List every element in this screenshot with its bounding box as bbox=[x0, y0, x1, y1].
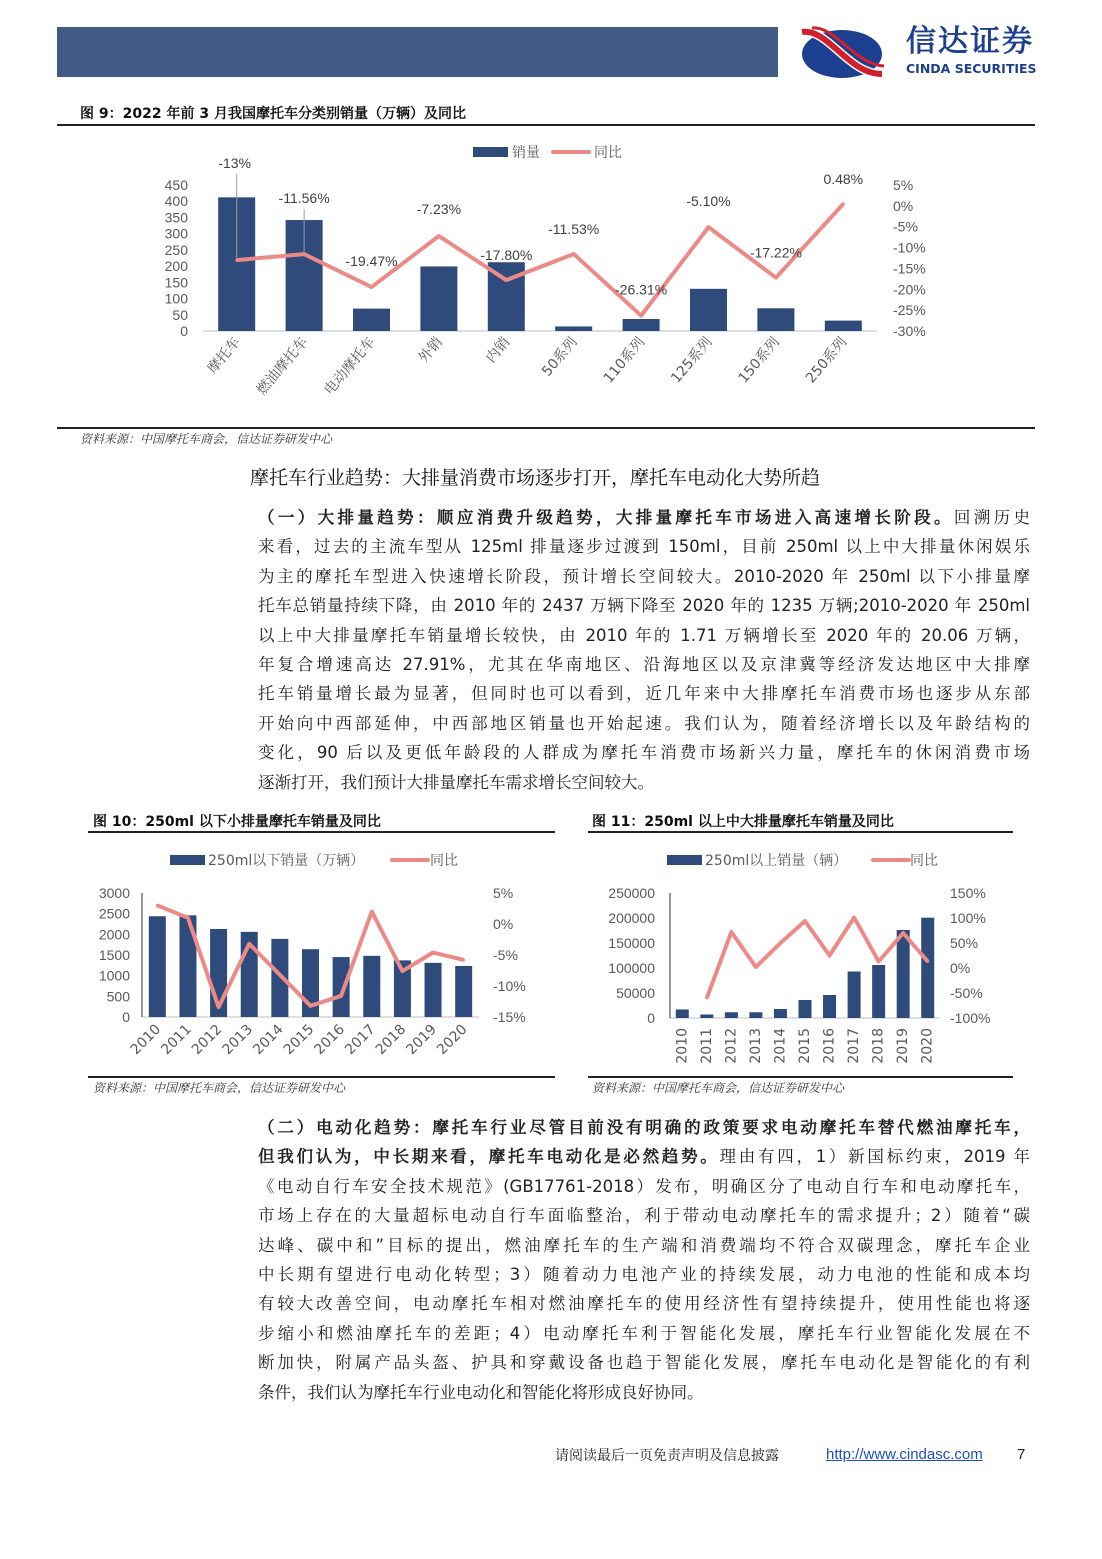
bar bbox=[333, 957, 350, 1017]
x-tick-label: 2014 bbox=[250, 1021, 287, 1059]
legend-label: 同比 bbox=[430, 853, 458, 869]
bar bbox=[757, 308, 794, 331]
y-tick-label: 3000 bbox=[98, 885, 130, 901]
y2-tick-label: -20% bbox=[893, 281, 926, 298]
yoy-point bbox=[217, 1006, 220, 1009]
x-tick-label: 2016 bbox=[311, 1021, 348, 1059]
bold-lead: （一）大排量趋势：顺应消费升级趋势，大排量摩托车市场进入高速增长阶段。 bbox=[258, 508, 954, 527]
y2-tick-label: -5% bbox=[893, 218, 918, 235]
yoy-point bbox=[842, 202, 845, 205]
logo-text-en: CINDA SECURITIES bbox=[906, 61, 1037, 76]
legend-label: 250ml以上销量（辆） bbox=[705, 853, 848, 869]
yoy-point bbox=[902, 932, 905, 935]
yoy-point bbox=[877, 960, 880, 963]
bar bbox=[774, 1009, 787, 1018]
body-text: 来看，过去的主流车型从 125ml 排量逐步过渡到 150ml，目前 250ml 以上中大排量休闲娱乐 bbox=[258, 537, 1030, 557]
yoy-point bbox=[774, 276, 777, 279]
y2-tick-label: -15% bbox=[893, 260, 926, 277]
y2-tick-label: 50% bbox=[950, 935, 979, 951]
yoy-point bbox=[309, 1004, 312, 1007]
yoy-point bbox=[156, 904, 159, 907]
section-heading: 摩托车行业趋势：大排量消费市场逐步打开，摩托车电动化大势所趋 bbox=[250, 467, 821, 489]
y-tick-label: 250 bbox=[164, 241, 188, 258]
y2-tick-label: 100% bbox=[950, 910, 986, 926]
yoy-point bbox=[707, 226, 710, 229]
body-text: 为主的摩托车型进入快速增长阶段，预计增长空间较大。2010-2020 年 250ml 以下小排量摩 bbox=[258, 566, 1030, 586]
page-number: 7 bbox=[1017, 1446, 1026, 1463]
y-tick-label: 450 bbox=[164, 177, 188, 193]
y2-tick-label: -5% bbox=[493, 947, 518, 963]
y-tick-label: 0 bbox=[180, 323, 188, 339]
yoy-point bbox=[730, 931, 733, 934]
legend-bar-swatch bbox=[667, 855, 702, 865]
data-label: -13% bbox=[218, 155, 252, 172]
figure-11-title: 图 11：250ml 以上中大排量摩托车销量及同比 bbox=[592, 814, 894, 830]
bold-lead: （二）电动化趋势：摩托车行业尽管目前没有明确的政策要求电动摩托车替代燃油摩托车， bbox=[258, 1118, 1030, 1137]
data-label: -17.80% bbox=[480, 247, 533, 264]
bar bbox=[555, 326, 592, 331]
yoy-point bbox=[705, 997, 708, 1000]
bar bbox=[799, 1000, 812, 1018]
bar bbox=[823, 995, 836, 1018]
y-tick-label: 100 bbox=[164, 290, 188, 307]
x-tick-label: 250系列 bbox=[802, 334, 851, 387]
y2-tick-label: 5% bbox=[893, 177, 914, 193]
body-text: 步缩小和燃油摩托车的差距；4）电动摩托车利于智能化发展，摩托车行业智能化发展在不 bbox=[258, 1323, 1030, 1343]
body-text: 有较大改善空间，电动摩托车相对燃油摩托车的使用经济性有望持续提升，使用性能也将逐 bbox=[258, 1294, 1030, 1314]
body-text: 达峰、碳中和”目标的提出，燃油摩托车的生产端和消费端均不符合双碳理念，摩托车企业 bbox=[258, 1235, 1030, 1255]
figure-10-source: 资料来源：中国摩托车商会，信达证券研发中心 bbox=[93, 1081, 346, 1095]
x-tick-label: 内销 bbox=[483, 334, 514, 367]
y-tick-label: 50 bbox=[172, 306, 188, 323]
x-tick-label: 110系列 bbox=[600, 334, 649, 387]
body-text: 回溯历史 bbox=[953, 508, 1030, 527]
y-tick-label: 50000 bbox=[616, 985, 655, 1001]
x-tick-label: 2017 bbox=[342, 1021, 379, 1059]
x-tick-label: 2012 bbox=[723, 1028, 740, 1064]
y-tick-label: 150000 bbox=[608, 935, 655, 951]
x-tick-label: 2010 bbox=[674, 1028, 691, 1064]
bar bbox=[149, 916, 166, 1017]
bar bbox=[623, 319, 660, 331]
bar bbox=[690, 289, 727, 331]
yoy-point bbox=[828, 954, 831, 957]
x-tick-label: 2015 bbox=[280, 1021, 318, 1059]
yoy-point bbox=[340, 994, 343, 997]
x-tick-label: 2018 bbox=[372, 1021, 410, 1059]
body-text: 理由有四，1）新国标约束，2019 年 bbox=[719, 1147, 1030, 1167]
y2-tick-label: 0% bbox=[493, 916, 514, 932]
y2-tick-label: -50% bbox=[950, 985, 983, 1001]
bar bbox=[872, 965, 885, 1018]
yoy-point bbox=[640, 314, 643, 317]
yoy-point bbox=[186, 916, 189, 919]
y2-tick-label: -10% bbox=[493, 978, 526, 994]
bar bbox=[455, 966, 472, 1017]
figure-9-title: 图 9：2022 年前 3 月我国摩托车分类别销量（万辆）及同比 bbox=[80, 106, 466, 122]
yoy-point bbox=[437, 235, 440, 238]
x-tick-label: 2011 bbox=[698, 1028, 715, 1064]
y-tick-label: 500 bbox=[106, 988, 130, 1005]
x-tick-label: 外销 bbox=[415, 334, 446, 367]
yoy-point bbox=[572, 252, 575, 255]
data-label: -17.22% bbox=[749, 244, 802, 261]
yoy-point bbox=[505, 279, 508, 282]
x-tick-label: 50系列 bbox=[539, 334, 581, 380]
bar bbox=[825, 321, 862, 331]
y-tick-label: 0 bbox=[647, 1010, 655, 1026]
y-tick-label: 2000 bbox=[98, 926, 130, 943]
x-tick-label: 2011 bbox=[158, 1021, 195, 1059]
legend-label: 销量 bbox=[512, 145, 540, 161]
x-tick-label: 2020 bbox=[433, 1021, 471, 1059]
y-tick-label: 1500 bbox=[98, 947, 130, 963]
data-label: -7.23% bbox=[416, 201, 462, 218]
y-tick-label: 200000 bbox=[608, 910, 655, 926]
x-tick-label: 2013 bbox=[747, 1028, 764, 1064]
bar bbox=[271, 939, 288, 1017]
y2-tick-label: -30% bbox=[893, 323, 926, 339]
x-tick-label: 2019 bbox=[895, 1028, 912, 1064]
bar bbox=[848, 972, 861, 1019]
x-tick-label: 2016 bbox=[821, 1028, 838, 1064]
x-tick-label: 2019 bbox=[403, 1021, 440, 1059]
body-text: 变化，90 后以及更低年龄段的人群成为摩托车消费市场新兴力量，摩托车的休闲消费市场 bbox=[258, 743, 1030, 763]
bar bbox=[353, 309, 390, 331]
data-label: -26.31% bbox=[615, 281, 668, 298]
bar bbox=[749, 1012, 762, 1018]
footer-disclaimer: 请阅读最后一页免责声明及信息披露 bbox=[555, 1448, 779, 1464]
body-text: 托车总销量持续下降，由 2010 年的 2437 万辆下降至 2020 年的 1235 万辆;2010-2020 年 250ml bbox=[258, 596, 1030, 616]
yoy-point bbox=[926, 960, 929, 963]
figure-11-source: 资料来源：中国摩托车商会，信达证券研发中心 bbox=[592, 1081, 845, 1095]
yoy-point bbox=[401, 970, 404, 973]
x-tick-label: 2018 bbox=[870, 1028, 887, 1064]
y-tick-label: 300 bbox=[164, 225, 188, 242]
data-label: -19.47% bbox=[345, 253, 398, 270]
x-tick-label: 2014 bbox=[772, 1028, 789, 1064]
body-text: 开始向中西部延伸，中西部地区销量也开始起速。我们认为，随着经济增长以及年龄结构的 bbox=[258, 713, 1030, 733]
legend-label: 250ml以下销量（万辆） bbox=[208, 853, 365, 869]
bar bbox=[425, 963, 442, 1017]
yoy-point bbox=[278, 973, 281, 976]
bar bbox=[897, 930, 910, 1018]
legend-label: 同比 bbox=[594, 145, 622, 161]
y2-tick-label: -10% bbox=[893, 239, 926, 256]
body-text: 条件，我们认为摩托车行业电动化和智能化将形成良好协同。 bbox=[258, 1382, 704, 1402]
y-tick-label: 1000 bbox=[98, 967, 130, 984]
y-tick-label: 250000 bbox=[608, 885, 655, 901]
bar bbox=[363, 956, 380, 1017]
x-tick-label: 2017 bbox=[846, 1028, 863, 1064]
y-tick-label: 350 bbox=[164, 209, 188, 226]
yoy-line bbox=[707, 918, 928, 999]
body-text: 年复合增速高达 27.91%，尤其在华南地区、沿海地区以及京津冀等经济发达地区中大排摩 bbox=[258, 654, 1030, 674]
y2-tick-label: 0% bbox=[893, 197, 914, 214]
bar bbox=[921, 918, 934, 1018]
body-text: 市场上存在的大量超标电动自行车面临整治，利于带动电动摩托车的需求提升；2）随着“碳 bbox=[258, 1206, 1030, 1226]
legend-label: 同比 bbox=[910, 853, 938, 869]
x-tick-label: 150系列 bbox=[735, 334, 783, 387]
data-label: -11.56% bbox=[278, 190, 330, 207]
x-tick-label: 2010 bbox=[127, 1021, 165, 1059]
data-label: -11.53% bbox=[548, 220, 600, 237]
y2-tick-label: -25% bbox=[893, 302, 926, 319]
y-tick-label: 150 bbox=[164, 274, 188, 291]
body-text: 中长期有望进行电动化转型；3）随着动力电池产业的持续发展，动力电池的性能和成本均 bbox=[258, 1264, 1030, 1284]
yoy-point bbox=[370, 910, 373, 913]
y-tick-label: 200 bbox=[164, 258, 188, 275]
data-label: -5.10% bbox=[686, 193, 731, 210]
body-text: 托车销量增长最为显著，但同时也可以看到，近几年来中大排摩托车消费市场也逐步从东部 bbox=[258, 684, 1030, 704]
x-tick-label: 摩托车 bbox=[204, 334, 244, 377]
x-tick-label: 电动摩托车 bbox=[321, 334, 379, 399]
x-tick-label: 燃油摩托车 bbox=[253, 334, 312, 399]
x-tick-label: 125系列 bbox=[668, 334, 716, 387]
yoy-point bbox=[248, 942, 251, 945]
y-tick-label: 0 bbox=[122, 1009, 130, 1025]
y-tick-label: 2500 bbox=[98, 905, 130, 922]
legend-bar-swatch bbox=[170, 855, 205, 865]
footer-website-link[interactable]: http://www.cindasc.com bbox=[826, 1446, 983, 1463]
y-tick-label: 400 bbox=[164, 193, 188, 210]
bar bbox=[700, 1015, 713, 1019]
y2-tick-label: -100% bbox=[950, 1010, 991, 1026]
body-text: 以上中大排量摩托车销量增长较快，由 2010 年的 1.71 万辆增长至 2020 年的 20.06 万辆， bbox=[258, 625, 1030, 645]
y2-tick-label: 5% bbox=[493, 885, 514, 901]
body-text: 《电动自行车安全技术规范》(GB17761-2018）发布，明确区分了电动自行车和电动摩托车， bbox=[258, 1176, 1030, 1196]
bar bbox=[420, 266, 457, 331]
bold-lead: 但我们认为，中长期来看，摩托车电动化是必然趋势。 bbox=[258, 1147, 720, 1167]
x-tick-label: 2020 bbox=[919, 1028, 936, 1064]
x-tick-label: 2012 bbox=[188, 1021, 226, 1059]
yoy-point bbox=[779, 942, 782, 945]
bar bbox=[676, 1009, 689, 1018]
y-tick-label: 100000 bbox=[608, 960, 655, 976]
legend-bar-swatch bbox=[473, 147, 508, 157]
body-text: 逐渐打开，我们预计大排量摩托车需求增长空间较大。 bbox=[258, 772, 654, 792]
figure-10-title: 图 10：250ml 以下小排量摩托车销量及同比 bbox=[93, 814, 381, 830]
yoy-point bbox=[462, 958, 465, 961]
y2-tick-label: -15% bbox=[493, 1009, 526, 1025]
figure-9-source: 资料来源：中国摩托车商会，信达证券研发中心 bbox=[80, 432, 333, 446]
yoy-point bbox=[370, 286, 373, 289]
y2-tick-label: 0% bbox=[950, 960, 971, 976]
yoy-point bbox=[432, 951, 435, 954]
data-label: 0.48% bbox=[823, 170, 864, 187]
bar bbox=[725, 1012, 738, 1018]
body-text: 断加快，附属产品头盔、护具和穿戴设备也趋于智能化发展，摩托车电动化是智能化的有利 bbox=[258, 1353, 1030, 1373]
yoy-point bbox=[754, 966, 757, 969]
logo-text-cn: 信达证券 bbox=[906, 24, 1034, 59]
y2-tick-label: 150% bbox=[950, 885, 986, 901]
x-tick-label: 2015 bbox=[797, 1028, 813, 1064]
yoy-point bbox=[804, 920, 807, 923]
x-tick-label: 2013 bbox=[219, 1021, 257, 1059]
yoy-point bbox=[853, 916, 856, 919]
